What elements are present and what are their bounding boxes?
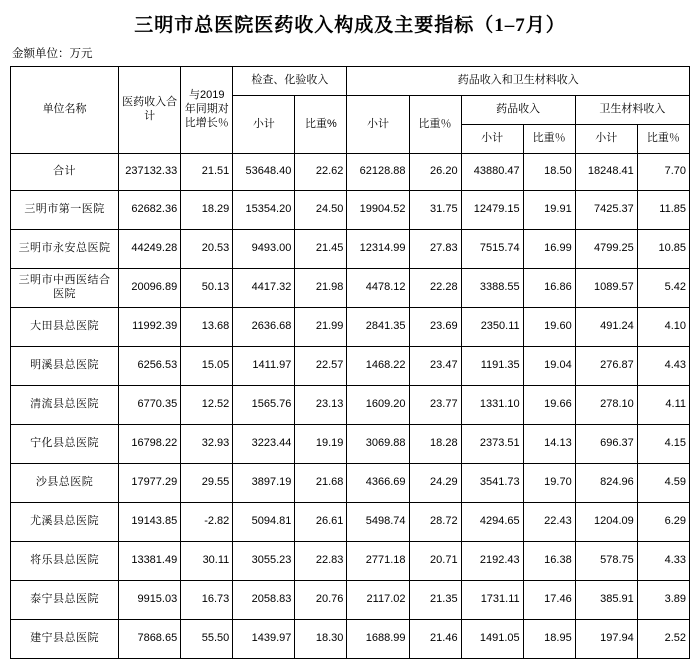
cell-exam-share: 26.61 — [295, 503, 347, 542]
cell-dm-share: 26.20 — [409, 154, 461, 191]
cell-total: 237132.33 — [119, 154, 181, 191]
row-unit-name: 清流县总医院 — [11, 386, 119, 425]
cell-growth: 29.55 — [181, 464, 233, 503]
cell-exam-sub: 4417.32 — [233, 269, 295, 308]
cell-exam-sub: 53648.40 — [233, 154, 295, 191]
cell-dm-share: 31.75 — [409, 191, 461, 230]
cell-total: 6770.35 — [119, 386, 181, 425]
table-header — [11, 67, 690, 154]
cell-drug-share: 19.70 — [523, 464, 575, 503]
cell-mat-share: 4.33 — [637, 542, 689, 581]
cell-exam-sub: 1565.76 — [233, 386, 295, 425]
cell-mat-share: 4.15 — [637, 425, 689, 464]
cell-exam-share: 21.45 — [295, 230, 347, 269]
cell-dm-sub: 4478.12 — [347, 269, 409, 308]
table-body — [11, 154, 690, 659]
cell-dm-sub: 62128.88 — [347, 154, 409, 191]
cell-exam-sub: 2636.68 — [233, 308, 295, 347]
table-row — [11, 620, 690, 659]
table-row — [11, 581, 690, 620]
cell-exam-sub: 2058.83 — [233, 581, 295, 620]
cell-dm-sub: 19904.52 — [347, 191, 409, 230]
cell-mat-sub: 491.24 — [575, 308, 637, 347]
cell-growth: 55.50 — [181, 620, 233, 659]
cell-dm-sub: 5498.74 — [347, 503, 409, 542]
cell-exam-share: 22.62 — [295, 154, 347, 191]
cell-growth: 50.13 — [181, 269, 233, 308]
cell-dm-sub: 1688.99 — [347, 620, 409, 659]
cell-mat-share: 4.59 — [637, 464, 689, 503]
cell-growth: 13.68 — [181, 308, 233, 347]
cell-dm-share: 23.47 — [409, 347, 461, 386]
cell-total: 20096.89 — [119, 269, 181, 308]
row-unit-name: 将乐县总医院 — [11, 542, 119, 581]
cell-dm-sub: 2841.35 — [347, 308, 409, 347]
cell-total: 17977.29 — [119, 464, 181, 503]
cell-drug-share: 19.91 — [523, 191, 575, 230]
cell-exam-share: 21.98 — [295, 269, 347, 308]
cell-drug-sub: 43880.47 — [461, 154, 523, 191]
cell-mat-share: 3.89 — [637, 581, 689, 620]
cell-drug-share: 16.86 — [523, 269, 575, 308]
cell-exam-share: 21.99 — [295, 308, 347, 347]
cell-dm-sub: 1609.20 — [347, 386, 409, 425]
cell-total: 62682.36 — [119, 191, 181, 230]
cell-exam-sub: 1439.97 — [233, 620, 295, 659]
cell-drug-share: 14.13 — [523, 425, 575, 464]
cell-mat-share: 5.42 — [637, 269, 689, 308]
cell-drug-sub: 1731.11 — [461, 581, 523, 620]
cell-dm-share: 27.83 — [409, 230, 461, 269]
header-dm-subtotal: 小计 — [347, 96, 409, 154]
cell-drug-share: 19.66 — [523, 386, 575, 425]
cell-dm-sub: 12314.99 — [347, 230, 409, 269]
cell-dm-sub: 4366.69 — [347, 464, 409, 503]
unit-note: 金额单位：万元 — [12, 48, 93, 60]
cell-drug-share: 18.95 — [523, 620, 575, 659]
cell-total: 44249.28 — [119, 230, 181, 269]
cell-exam-share: 18.30 — [295, 620, 347, 659]
header-unit-name: 单位名称 — [11, 67, 119, 154]
cell-drug-sub: 1191.35 — [461, 347, 523, 386]
cell-dm-sub: 2771.18 — [347, 542, 409, 581]
cell-growth: -2.82 — [181, 503, 233, 542]
cell-mat-share: 6.29 — [637, 503, 689, 542]
row-unit-name: 沙县总医院 — [11, 464, 119, 503]
cell-drug-sub: 1491.05 — [461, 620, 523, 659]
cell-dm-share: 24.29 — [409, 464, 461, 503]
cell-mat-sub: 578.75 — [575, 542, 637, 581]
table-row — [11, 386, 690, 425]
cell-dm-sub: 3069.88 — [347, 425, 409, 464]
cell-exam-share: 19.19 — [295, 425, 347, 464]
cell-total: 19143.85 — [119, 503, 181, 542]
cell-dm-share: 23.69 — [409, 308, 461, 347]
cell-growth: 20.53 — [181, 230, 233, 269]
cell-exam-sub: 9493.00 — [233, 230, 295, 269]
cell-drug-sub: 1331.10 — [461, 386, 523, 425]
cell-drug-sub: 3388.55 — [461, 269, 523, 308]
cell-exam-sub: 1411.97 — [233, 347, 295, 386]
header-drug-material-group: 药品收入和卫生材料收入 — [347, 67, 690, 96]
header-yoy-growth: 与2019年同期对比增长％ — [181, 67, 233, 154]
cell-drug-share: 19.60 — [523, 308, 575, 347]
cell-drug-sub: 3541.73 — [461, 464, 523, 503]
row-unit-name: 大田县总医院 — [11, 308, 119, 347]
cell-dm-share: 22.28 — [409, 269, 461, 308]
cell-growth: 30.11 — [181, 542, 233, 581]
cell-dm-share: 21.35 — [409, 581, 461, 620]
cell-growth: 32.93 — [181, 425, 233, 464]
page-title: 三明市总医院医药收入构成及主要指标（1–7月） — [134, 15, 566, 36]
cell-exam-share: 20.76 — [295, 581, 347, 620]
cell-drug-share: 19.04 — [523, 347, 575, 386]
cell-mat-share: 4.11 — [637, 386, 689, 425]
table-row — [11, 308, 690, 347]
header-row-1 — [11, 67, 690, 96]
cell-drug-share: 22.43 — [523, 503, 575, 542]
cell-mat-sub: 385.91 — [575, 581, 637, 620]
cell-mat-share: 4.10 — [637, 308, 689, 347]
table-row — [11, 542, 690, 581]
cell-drug-sub: 2350.11 — [461, 308, 523, 347]
row-unit-name: 合计 — [11, 154, 119, 191]
cell-dm-share: 20.71 — [409, 542, 461, 581]
header-exam-subtotal: 小计 — [233, 96, 295, 154]
row-unit-name: 建宁县总医院 — [11, 620, 119, 659]
cell-growth: 15.05 — [181, 347, 233, 386]
header-drug-subtotal: 小计 — [461, 125, 523, 154]
cell-exam-share: 24.50 — [295, 191, 347, 230]
cell-dm-sub: 2117.02 — [347, 581, 409, 620]
cell-exam-share: 22.83 — [295, 542, 347, 581]
cell-exam-sub: 5094.81 — [233, 503, 295, 542]
cell-mat-sub: 197.94 — [575, 620, 637, 659]
cell-drug-share: 16.38 — [523, 542, 575, 581]
income-table — [10, 66, 690, 659]
cell-mat-sub: 1089.57 — [575, 269, 637, 308]
cell-total: 7868.65 — [119, 620, 181, 659]
cell-total: 9915.03 — [119, 581, 181, 620]
header-total-income: 医药收入合计 — [119, 67, 181, 154]
cell-mat-sub: 278.10 — [575, 386, 637, 425]
cell-mat-share: 7.70 — [637, 154, 689, 191]
cell-drug-share: 18.50 — [523, 154, 575, 191]
cell-dm-sub: 1468.22 — [347, 347, 409, 386]
table-row — [11, 230, 690, 269]
cell-drug-sub: 4294.65 — [461, 503, 523, 542]
cell-mat-sub: 824.96 — [575, 464, 637, 503]
cell-exam-share: 22.57 — [295, 347, 347, 386]
cell-drug-sub: 7515.74 — [461, 230, 523, 269]
cell-total: 6256.53 — [119, 347, 181, 386]
cell-exam-sub: 15354.20 — [233, 191, 295, 230]
cell-dm-share: 23.77 — [409, 386, 461, 425]
cell-mat-sub: 276.87 — [575, 347, 637, 386]
cell-dm-share: 21.46 — [409, 620, 461, 659]
cell-mat-share: 2.52 — [637, 620, 689, 659]
table-row — [11, 464, 690, 503]
cell-exam-share: 21.68 — [295, 464, 347, 503]
cell-exam-sub: 3223.44 — [233, 425, 295, 464]
table-row — [11, 347, 690, 386]
row-unit-name: 泰宁县总医院 — [11, 581, 119, 620]
row-unit-name: 三明市第一医院 — [11, 191, 119, 230]
table-row — [11, 154, 690, 191]
row-unit-name: 明溪县总医院 — [11, 347, 119, 386]
row-unit-name: 尤溪县总医院 — [11, 503, 119, 542]
cell-total: 16798.22 — [119, 425, 181, 464]
cell-growth: 18.29 — [181, 191, 233, 230]
header-exam-group: 检查、化验收入 — [233, 67, 347, 96]
table-row — [11, 191, 690, 230]
table-row — [11, 425, 690, 464]
cell-mat-sub: 1204.09 — [575, 503, 637, 542]
cell-exam-sub: 3897.19 — [233, 464, 295, 503]
header-material-subtotal: 小计 — [575, 125, 637, 154]
cell-drug-share: 16.99 — [523, 230, 575, 269]
header-material-group: 卫生材料收入 — [575, 96, 689, 125]
cell-total: 13381.49 — [119, 542, 181, 581]
cell-mat-share: 11.85 — [637, 191, 689, 230]
cell-drug-sub: 2373.51 — [461, 425, 523, 464]
cell-exam-share: 23.13 — [295, 386, 347, 425]
table-row — [11, 503, 690, 542]
cell-mat-sub: 18248.41 — [575, 154, 637, 191]
cell-growth: 16.73 — [181, 581, 233, 620]
header-exam-share: 比重% — [295, 96, 347, 154]
cell-drug-share: 17.46 — [523, 581, 575, 620]
cell-drug-sub: 12479.15 — [461, 191, 523, 230]
table-row — [11, 269, 690, 308]
cell-mat-sub: 4799.25 — [575, 230, 637, 269]
cell-mat-share: 10.85 — [637, 230, 689, 269]
cell-mat-sub: 7425.37 — [575, 191, 637, 230]
cell-mat-sub: 696.37 — [575, 425, 637, 464]
cell-mat-share: 4.43 — [637, 347, 689, 386]
row-unit-name: 宁化县总医院 — [11, 425, 119, 464]
cell-growth: 12.52 — [181, 386, 233, 425]
cell-drug-sub: 2192.43 — [461, 542, 523, 581]
header-drug-group: 药品收入 — [461, 96, 575, 125]
cell-total: 11992.39 — [119, 308, 181, 347]
header-dm-share: 比重％ — [409, 96, 461, 154]
header-drug-share: 比重％ — [523, 125, 575, 154]
row-unit-name: 三明市中西医结合医院 — [11, 269, 119, 308]
header-material-share: 比重％ — [637, 125, 689, 154]
cell-growth: 21.51 — [181, 154, 233, 191]
row-unit-name: 三明市永安总医院 — [11, 230, 119, 269]
cell-dm-share: 28.72 — [409, 503, 461, 542]
cell-exam-sub: 3055.23 — [233, 542, 295, 581]
cell-dm-share: 18.28 — [409, 425, 461, 464]
